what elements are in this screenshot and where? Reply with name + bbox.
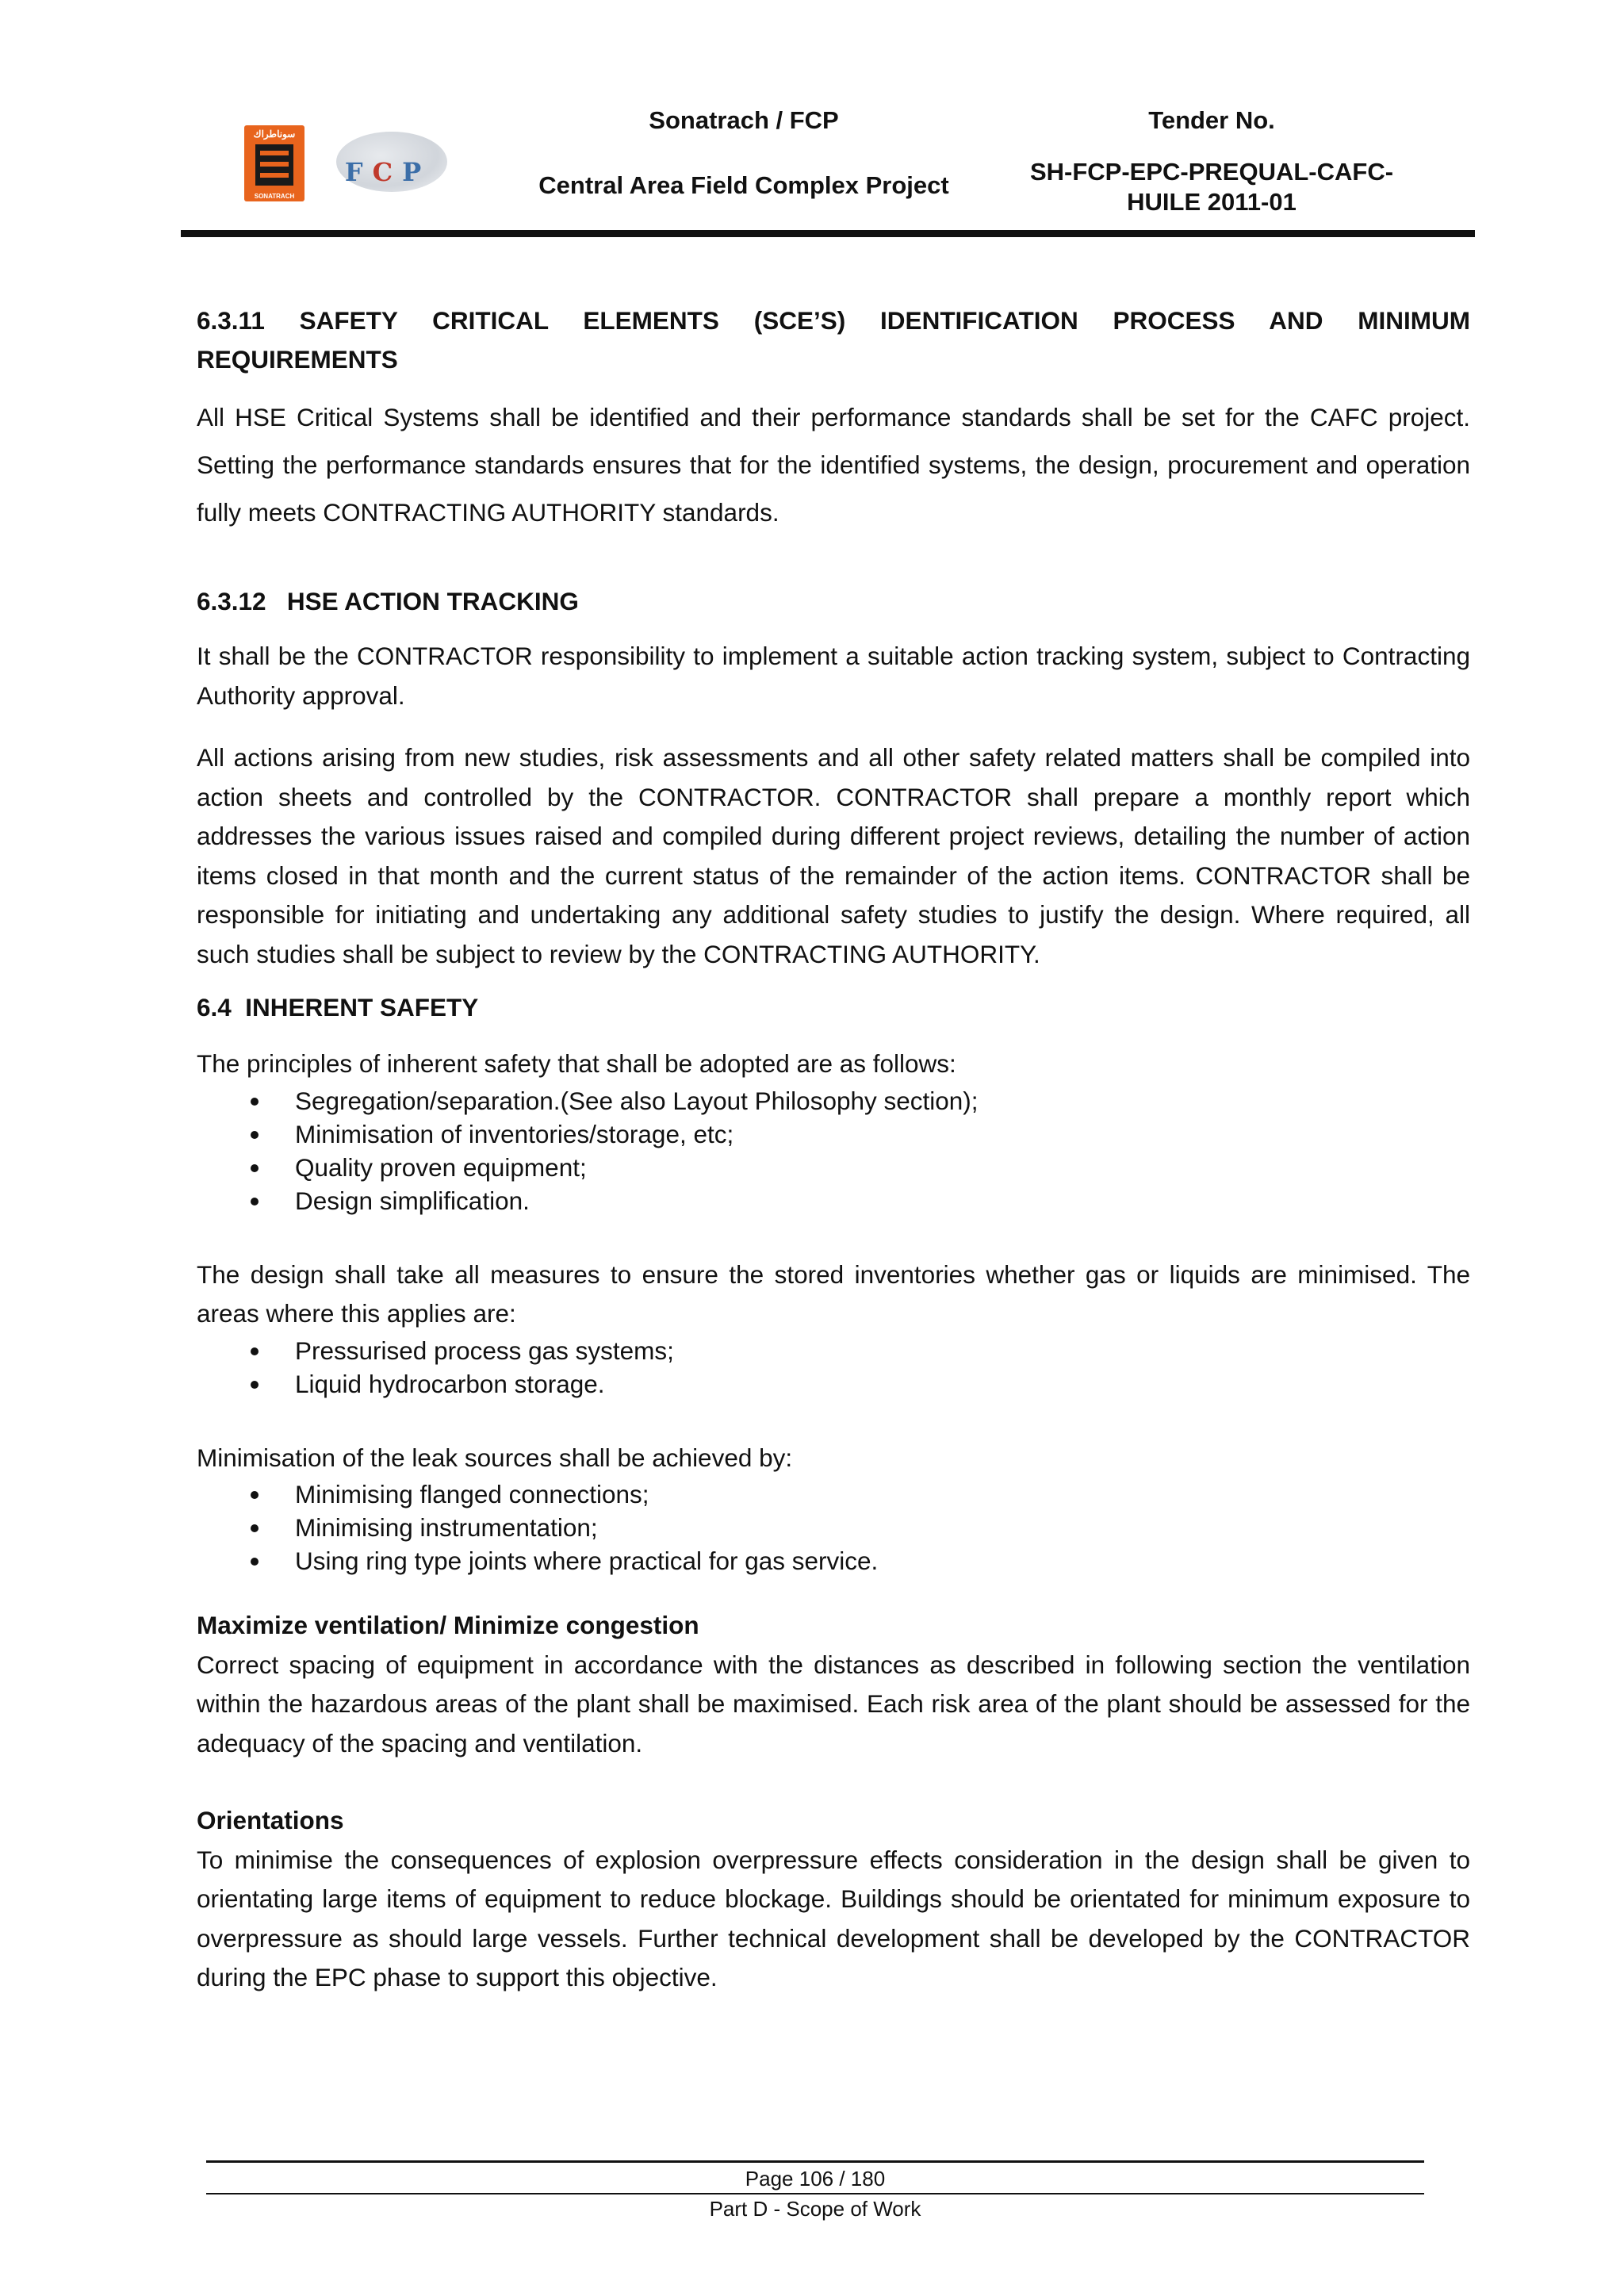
section-6-3-12-paragraph-1: It shall be the CONTRACTOR responsibility to implement a suitable action tracking system, subject to Contracting Authority approval. <box>197 642 1470 710</box>
list-item: Segregation/separation.(See also Layout Philosophy section); <box>197 1084 1470 1117</box>
list-item: Liquid hydrocarbon storage. <box>197 1367 1470 1401</box>
sonatrach-logo-caption: SONATRACH <box>254 193 295 200</box>
list-item: Minimising instrumentation; <box>197 1511 1470 1544</box>
header-tender-number <box>1005 157 1418 217</box>
inventories-paragraph: The design shall take all measures to ensure the stored inventories whether gas or liquids are minimised. The areas where this applies are: <box>197 1259 1470 1328</box>
leak-sources-list <box>197 1478 1470 1577</box>
section-6-3-12-paragraph-2: All actions arising from new studies, risk assessments and all other safety related matters shall be compiled into action sheets and controlled by the CONTRACTOR. CONTRACTOR shall prepare a monthly report which addresses the various issues raised and compiled during different project reviews, detailing the number of action items closed in that month and the current status of the remainder of the action items. CONTRACTOR shall be responsible for initiating and undertaking any additional safety studies to justify the design. Where required, all such studies shall be subject to review by the CONTRACTING AUTHORITY. <box>197 743 1470 968</box>
header-project-name: Central Area Field Complex Project <box>538 171 949 199</box>
section-6-3-12-heading: 6.3.12 HSE ACTION TRACKING <box>197 587 579 615</box>
header-divider <box>181 230 1475 237</box>
page-header <box>181 95 1475 236</box>
list-item: Pressurised process gas systems; <box>197 1334 1470 1367</box>
section-6-3-11-heading-line-2: REQUIREMENTS <box>197 345 398 374</box>
section-6-3-11-paragraph: All HSE Critical Systems shall be identified and their performance standards shall be set for the CAFC project. Setting the performance standards ensures that for the identified systems, the design, procurement and operation fully meets CONTRACTING AUTHORITY standards. <box>197 403 1470 527</box>
footer-divider-middle <box>206 2193 1424 2194</box>
document-body <box>197 301 1470 1998</box>
bullet-icon <box>251 1131 259 1139</box>
bullet-icon <box>251 1381 259 1389</box>
tender-number-line-2: HUILE 2011-01 <box>1127 188 1297 216</box>
page-number: Page 106 / 180 <box>745 2167 886 2191</box>
list-item: Design simplification. <box>197 1184 1470 1217</box>
orientations-heading: Orientations <box>197 1806 344 1834</box>
bullet-icon <box>251 1558 259 1566</box>
bullet-icon <box>251 1524 259 1532</box>
sonatrach-logo <box>244 125 304 201</box>
fcp-logo-letters <box>328 157 447 187</box>
ventilation-paragraph: Correct spacing of equipment in accordance with the distances as described in following section the ventilation within the hazardous areas of the plant shall be maximised. Each risk area of the plant should be assessed for the adequacy of the spacing and ventilation. <box>197 1650 1470 1757</box>
inherent-safety-principles-list <box>197 1084 1470 1217</box>
bullet-icon <box>251 1164 259 1172</box>
tender-number-line-1: SH-FCP-EPC-PREQUAL-CAFC- <box>1029 158 1394 186</box>
leak-sources-intro: Minimisation of the leak sources shall be achieved by: <box>197 1443 793 1472</box>
fcp-letter-f: F <box>344 157 373 187</box>
bullet-icon <box>251 1347 259 1355</box>
section-6-3-11-heading-line-1: 6.3.11 SAFETY CRITICAL ELEMENTS (SCE’S) IDENTIFICATION PROCESS AND MINIMUM <box>197 306 1470 335</box>
list-item: Using ring type joints where practical for gas service. <box>197 1544 1470 1577</box>
list-item: Quality proven equipment; <box>197 1151 1470 1184</box>
fcp-letter-c: C <box>372 157 403 187</box>
sonatrach-emblem-icon <box>255 144 293 186</box>
header-organization: Sonatrach / FCP <box>649 106 839 134</box>
bullet-icon <box>251 1098 259 1106</box>
bullet-icon <box>251 1198 259 1205</box>
header-tender-label: Tender No. <box>1148 106 1275 134</box>
inherent-safety-intro: The principles of inherent safety that shall be adopted are as follows: <box>197 1049 956 1078</box>
ventilation-heading: Maximize ventilation/ Minimize congestion <box>197 1611 699 1639</box>
bullet-icon <box>251 1491 259 1499</box>
orientations-paragraph: To minimise the consequences of explosion overpressure effects consideration in the design shall be given to orientating large items of equipment to reduce blockage. Buildings should be orientated for minimum exposure to overpressure as should large vessels. Further technical development shall be developed by the CONTRACTOR during the EPC phase to support this objective. <box>197 1845 1470 1991</box>
footer-divider-top <box>206 2160 1424 2163</box>
list-item: Minimising flanged connections; <box>197 1478 1470 1511</box>
inventory-areas-list <box>197 1334 1470 1401</box>
list-item: Minimisation of inventories/storage, etc; <box>197 1117 1470 1151</box>
fcp-letter-p: P <box>402 157 431 187</box>
document-part-label: Part D - Scope of Work <box>709 2197 921 2221</box>
page-footer <box>206 2159 1424 2222</box>
fcp-logo <box>328 128 447 200</box>
sonatrach-logo-arabic-text: سوناطراك <box>253 128 296 140</box>
section-6-4-heading: 6.4 INHERENT SAFETY <box>197 993 479 1022</box>
